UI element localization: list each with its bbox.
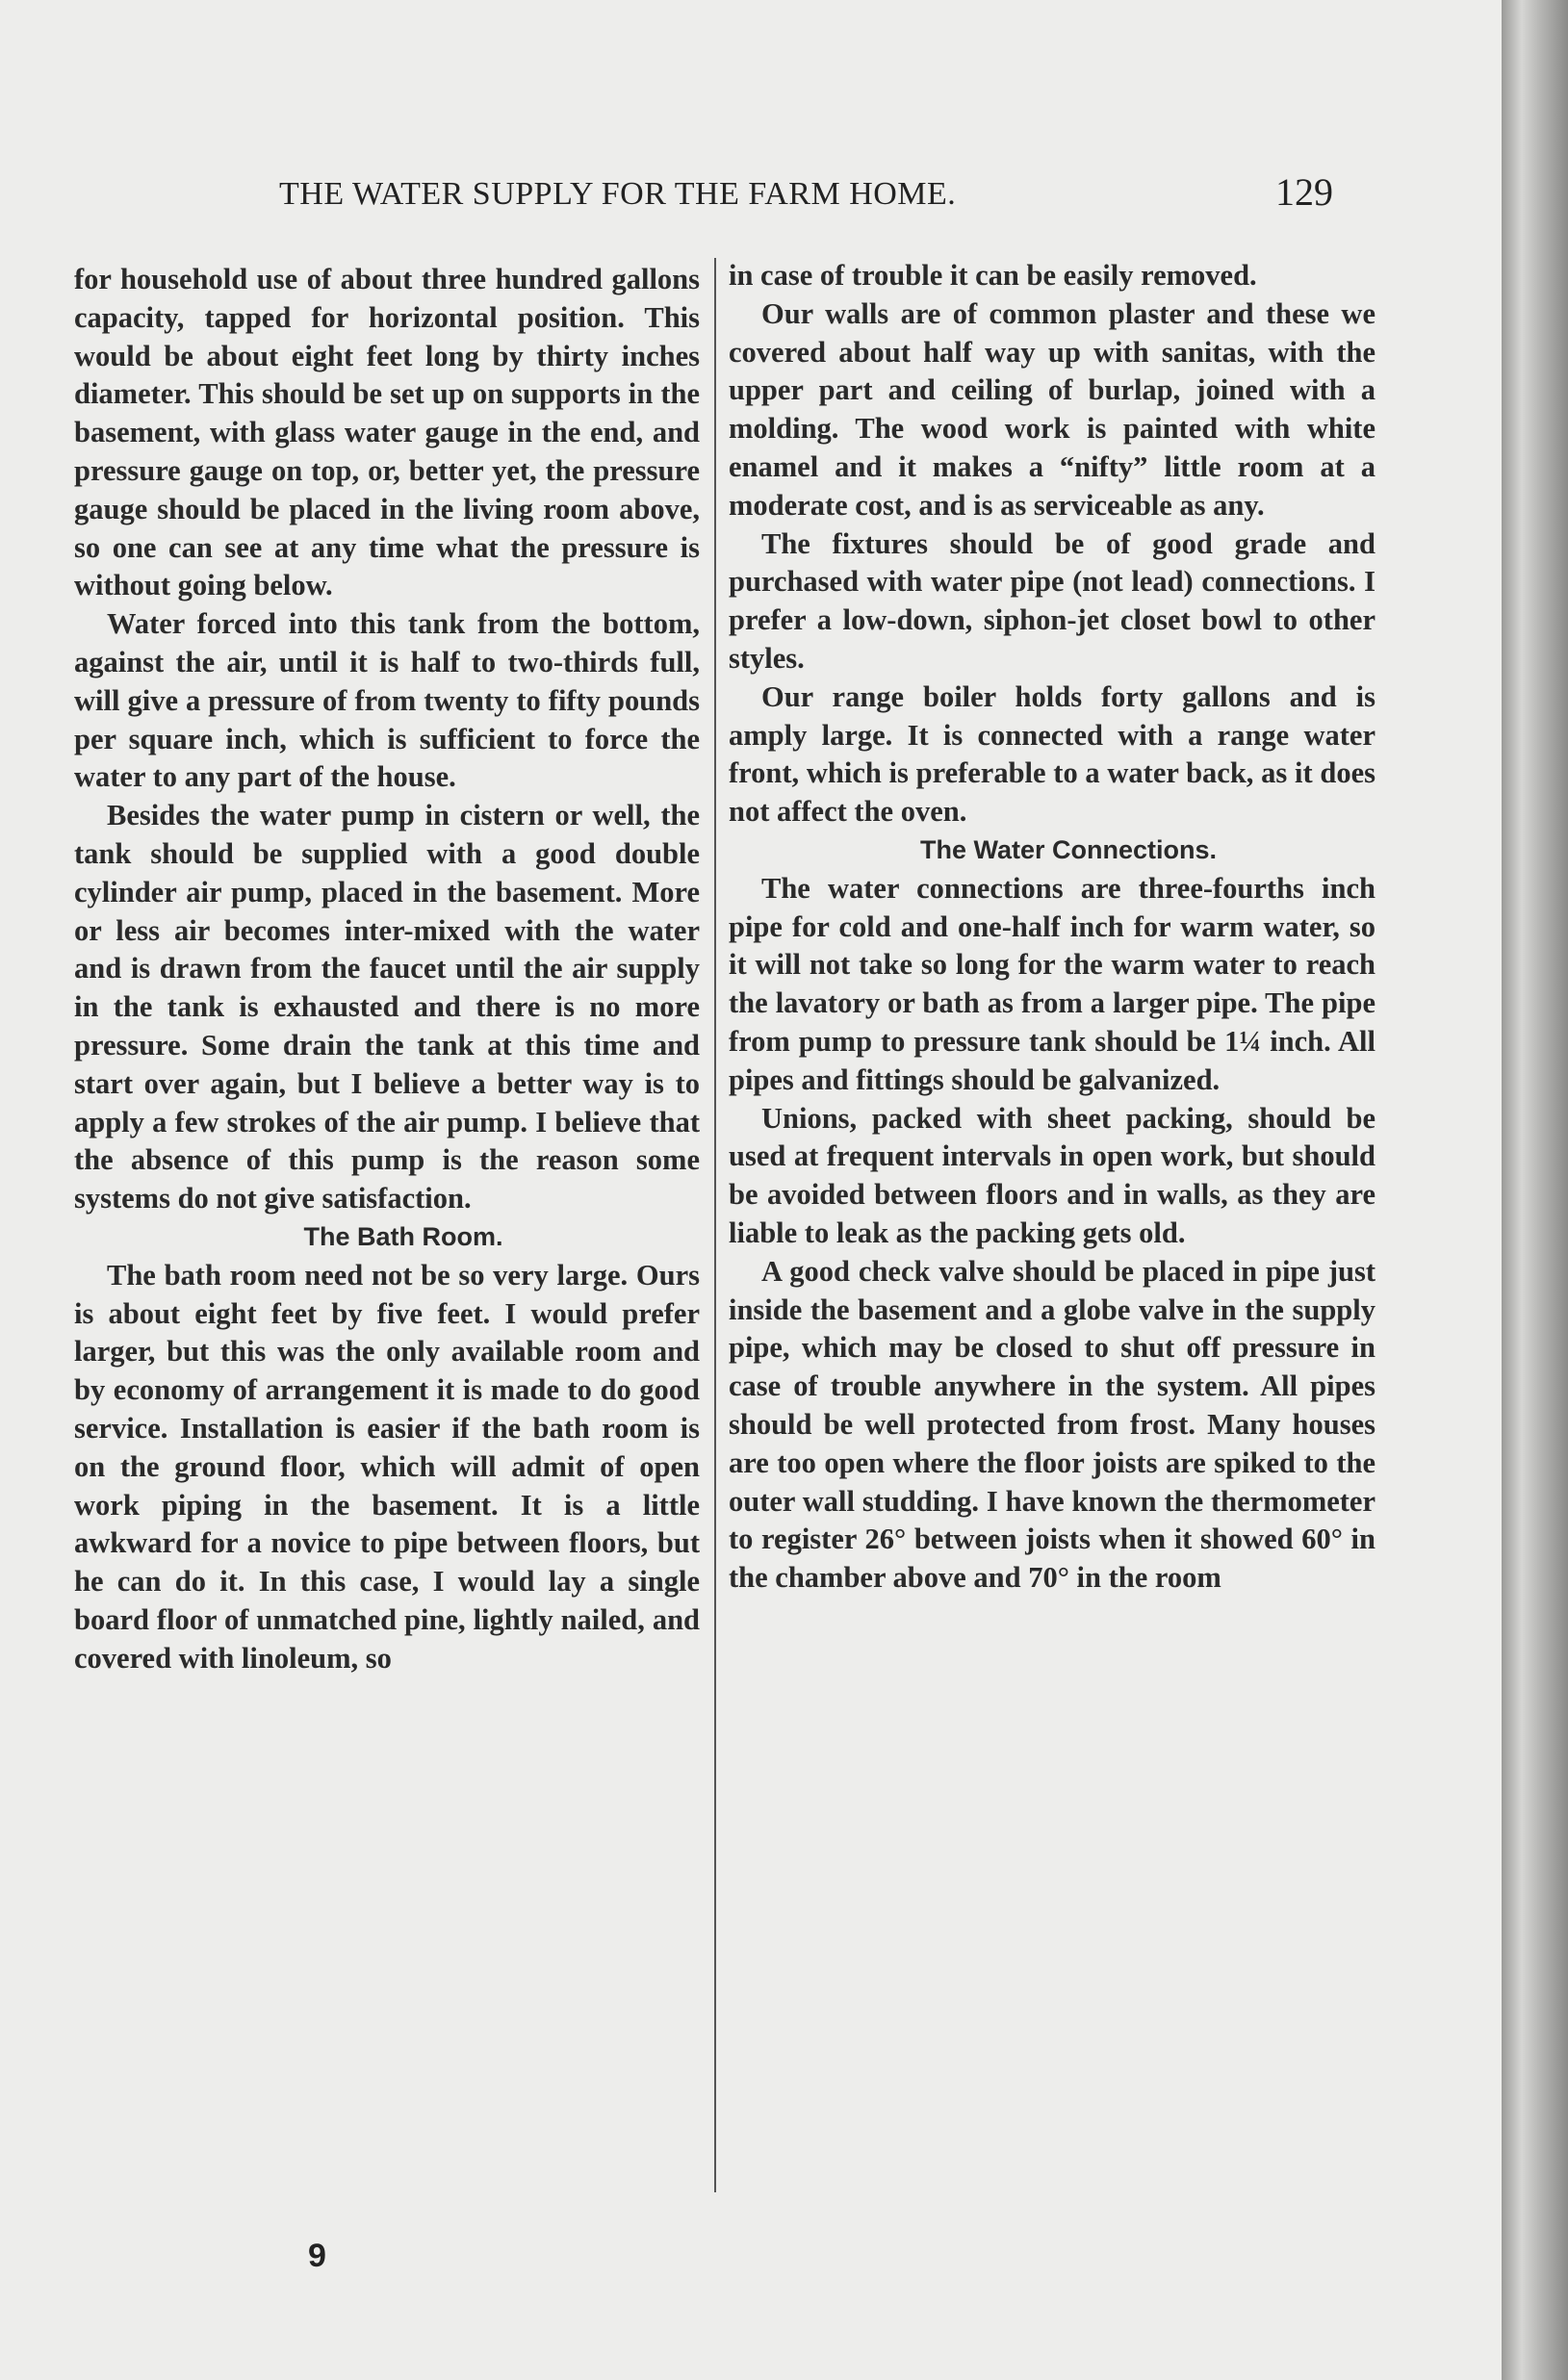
- signature-mark: 9: [308, 2238, 326, 2274]
- paragraph: The bath room need not be so very large. Ours is about eight feet by five feet. I would prefer larger, but this was the only available room and by economy of arrangement it is made to do good service. Installation is easier if the bath room is on the ground floor, which will admit of open work piping in the basement. It is a little awkward for a novice to pipe between floors, but he can do it. In this case, I would lay a single board floor of unmatched pine, lightly nailed, and covered with linoleum, so: [74, 1258, 700, 1675]
- left-column: [74, 261, 700, 1677]
- column-divider: [714, 258, 716, 2192]
- paragraph: for household use of about three hundred gallons capacity, tapped for horizontal position. This would be about eight feet long by thirty inches diameter. This should be set up on supports in the basement, with glass water gauge in the end, and pressure gauge on top, or, better yet, the pressure gauge should be placed in the living room above, so one can see at any time what the pressure is without going below.: [74, 263, 700, 602]
- paragraph: Water forced into this tank from the bottom, against the air, until it is half to two-thirds full, will give a pressure of from twenty to fifty pounds per square inch, which is sufficient to force the water to any part of the house.: [74, 607, 700, 794]
- paragraph: The fixtures should be of good grade and purchased with water pipe (not lead) connections. I prefer a low-down, siphon-jet closet bowl to other styles.: [729, 526, 1375, 675]
- paragraph: Besides the water pump in cistern or well, the tank should be supplied with a good double cylinder air pump, placed in the basement. More or less air becomes inter-mixed with the water and is drawn from the faucet until the air supply in the tank is exhausted and there is no more pressure. Some drain the tank at this time and start over again, but I believe a better way is to apply a few strokes of the air pump. I believe that the absence of this pump is the reason some systems do not give satisfaction.: [74, 799, 700, 1216]
- running-title: THE WATER SUPPLY FOR THE FARM HOME.: [279, 176, 957, 212]
- paragraph: Our walls are of common plaster and these we covered about half way up with sanitas, with the upper part and ceiling of burlap, joined with a molding. The wood work is painted with white enamel and it makes a “nifty” little room at a moderate cost, and is as serviceable as any.: [729, 296, 1375, 522]
- section-heading-water-connections: The Water Connections.: [919, 834, 1218, 864]
- paragraph: Our range boiler holds forty gallons and is amply large. It is connected with a range water front, which is preferable to a water back, as it does not affect the oven.: [729, 679, 1375, 829]
- right-column: [729, 257, 1375, 1598]
- paragraph: The water connections are three-fourths inch pipe for cold and one-half inch for warm water, so it will not take so long for the warm water to reach the lavatory or bath as from a larger pipe. The pipe from pump to pressure tank should be 1¼ inch. All pipes and fittings should be galvanized.: [729, 871, 1375, 1096]
- paragraph: in case of trouble it can be easily removed.: [729, 259, 1257, 292]
- paragraph: A good check valve should be placed in pipe just inside the basement and a globe valve in the supply pipe, which may be closed to shut off pressure in case of trouble anywhere in the system. All pipes should be well protected from frost. Many houses are too open where the floor joists are spiked to the outer wall studding. I have known the thermometer to register 26° between joists when it showed 60° in the chamber above and 70° in the room: [729, 1254, 1375, 1595]
- page-edge: [1502, 0, 1568, 2380]
- paragraph: Unions, packed with sheet packing, should be used at frequent intervals in open work, but should be avoided between floors and in walls, as they are liable to leak as the packing gets old.: [729, 1101, 1375, 1249]
- section-heading-bath-room: The Bath Room.: [303, 1221, 503, 1251]
- page-number: 129: [1275, 170, 1333, 214]
